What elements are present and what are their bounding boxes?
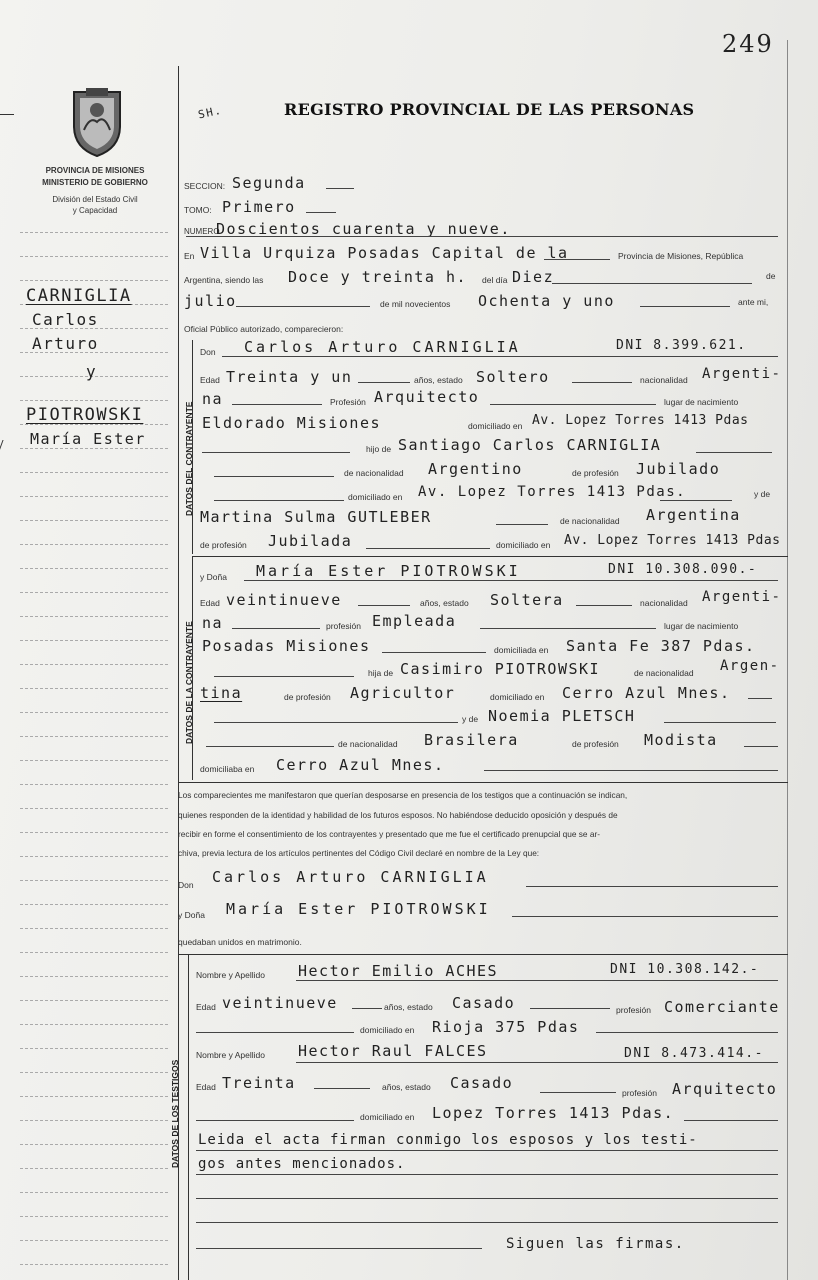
witness2-dom-line-2 bbox=[684, 1120, 778, 1121]
bride-father-line bbox=[214, 676, 354, 677]
label-hija-de: hija de bbox=[368, 668, 394, 678]
witness1-dom-line-2 bbox=[596, 1032, 778, 1033]
bride-mother: Noemia PLETSCH bbox=[488, 707, 636, 725]
body-line-4: chiva, previa lectura de los artículos pertinentes del Código Civil declaré en nombre de la Ley que: bbox=[178, 848, 540, 858]
initials: SH. bbox=[196, 103, 224, 122]
label-bride-father-prof: de profesión bbox=[284, 692, 331, 702]
label-profesion-2: profesión bbox=[326, 621, 361, 631]
label-edad-1: Edad bbox=[200, 375, 220, 385]
margin-rule bbox=[20, 1048, 168, 1049]
bride-top-line bbox=[192, 556, 788, 557]
bride-age: veintinueve bbox=[226, 591, 342, 609]
witness1-name: Hector Emilio ACHES bbox=[298, 962, 499, 980]
witness1-status: Casado bbox=[452, 994, 516, 1012]
day-value: Diez bbox=[512, 268, 555, 286]
margin-rule bbox=[20, 736, 168, 737]
margin-rule bbox=[20, 856, 168, 857]
label-dom-t1: domiciliado en bbox=[360, 1025, 415, 1035]
label-profesion-1: Profesión bbox=[330, 397, 366, 407]
province-seal-icon bbox=[66, 86, 128, 158]
margin-conjunction: y bbox=[86, 362, 98, 381]
witness2-dni: DNI 8.473.414.- bbox=[624, 1046, 764, 1061]
label-father-nat: de nacionalidad bbox=[344, 468, 404, 478]
year-value: Ochenta y uno bbox=[478, 292, 615, 310]
closing-rule-4 bbox=[196, 1222, 778, 1223]
margin-rule bbox=[20, 928, 168, 929]
province-name: PROVINCIA DE MISIONES bbox=[45, 166, 145, 175]
bride-mother-nationality: Brasilera bbox=[424, 731, 519, 749]
father-dom-line bbox=[214, 500, 344, 501]
groom-age: Treinta y un bbox=[226, 368, 353, 386]
hour-value: Doce y treinta h. bbox=[288, 268, 468, 286]
label-y-dona: y Doña bbox=[200, 572, 227, 582]
label-estado-t1: años, estado bbox=[384, 1002, 433, 1012]
groom-father: Santiago Carlos CARNIGLIA bbox=[398, 436, 662, 454]
margin-given-1b: Arturo bbox=[32, 334, 99, 353]
division-name: División del Estado Civil bbox=[52, 195, 138, 204]
margin-rule bbox=[20, 1144, 168, 1145]
year-line bbox=[640, 306, 730, 307]
tomo-value: Primero bbox=[222, 198, 296, 216]
witness2-age: Treinta bbox=[222, 1074, 296, 1092]
label-dom-1: domiciliado en bbox=[468, 421, 523, 431]
bride-nationality-2: na bbox=[202, 614, 224, 632]
label-bride-father-nat: de nacionalidad bbox=[634, 668, 694, 678]
witness1-line bbox=[296, 980, 778, 981]
groom-name: Carlos Arturo CARNIGLIA bbox=[244, 338, 521, 356]
margin-surname-1: CARNIGLIA bbox=[26, 286, 132, 306]
bride-address: Santa Fe 387 Pdas. bbox=[566, 637, 756, 655]
groom-profession: Arquitecto bbox=[374, 388, 480, 406]
label-edad-t1: Edad bbox=[196, 1002, 216, 1012]
father-line bbox=[202, 452, 350, 453]
closing-rule-2 bbox=[196, 1174, 778, 1175]
label-de: de bbox=[766, 271, 776, 281]
place-line bbox=[544, 259, 610, 260]
ministry-name: MINISTERIO DE GOBIERNO bbox=[42, 178, 148, 187]
label-y-de-2: y de bbox=[462, 714, 479, 724]
margin-given-1a: Carlos bbox=[32, 310, 99, 329]
witness1-dni: DNI 10.308.142.- bbox=[610, 962, 760, 977]
age-line-2 bbox=[358, 605, 410, 606]
label-edad-t2: Edad bbox=[196, 1082, 216, 1092]
father-nat-line bbox=[214, 476, 334, 477]
margin-rule bbox=[20, 400, 168, 401]
nat-line-2 bbox=[232, 628, 320, 629]
witness1-status-line bbox=[530, 1008, 610, 1009]
label-dom-2: domiciliada en bbox=[494, 645, 549, 655]
mother-prof-line-1 bbox=[366, 548, 490, 549]
day-line bbox=[552, 283, 752, 284]
label-estado-1: años, estado bbox=[414, 375, 463, 385]
birthplace-line-2 bbox=[382, 652, 486, 653]
label-estado-2: años, estado bbox=[420, 598, 469, 608]
groom-mother: Martina Sulma GUTLEBER bbox=[200, 508, 432, 526]
label-mother-dom-1: domiciliado en bbox=[496, 540, 551, 550]
margin-rule bbox=[20, 280, 168, 281]
label-de-mil: de mil novecientos bbox=[380, 299, 451, 309]
closing-line-2: gos antes mencionados. bbox=[198, 1156, 406, 1172]
bride-father-nationality-2: tina bbox=[200, 684, 243, 702]
page-number: 249 bbox=[722, 30, 774, 58]
closing-rule-5 bbox=[196, 1248, 482, 1249]
groom-address: Av. Lopez Torres 1413 Pdas bbox=[532, 413, 749, 428]
margin-rule bbox=[20, 712, 168, 713]
label-lugar-nac-1: lugar de nacimiento bbox=[664, 397, 739, 407]
label-nombre-1: Nombre y Apellido bbox=[196, 970, 265, 980]
margin-rule bbox=[20, 784, 168, 785]
witness2-line bbox=[296, 1062, 778, 1063]
bride-mother-profession: Modista bbox=[644, 731, 718, 749]
margin-rule bbox=[20, 904, 168, 905]
bride-mother-nat-line bbox=[206, 746, 334, 747]
margin-rule bbox=[20, 760, 168, 761]
division-name-2: y Capacidad bbox=[72, 206, 118, 215]
witness1-age: veintinueve bbox=[222, 994, 338, 1012]
body-separator bbox=[178, 782, 788, 783]
label-tomo: TOMO: bbox=[184, 205, 212, 215]
witness2-status: Casado bbox=[450, 1074, 514, 1092]
bride-dni: DNI 10.308.090.- bbox=[608, 562, 758, 577]
margin-rule bbox=[20, 592, 168, 593]
status-line-2 bbox=[576, 605, 632, 606]
right-edge-line bbox=[787, 40, 788, 1280]
bride-profession: Empleada bbox=[372, 612, 457, 630]
margin-rule bbox=[20, 520, 168, 521]
bride-father-dom-line bbox=[748, 698, 772, 699]
bride-mother-prof-line bbox=[744, 746, 778, 747]
margin-rule bbox=[20, 808, 168, 809]
final-groom-name: Carlos Arturo CARNIGLIA bbox=[212, 868, 489, 886]
label-argentina: Argentina, siendo las bbox=[184, 275, 264, 285]
label-nac-2: nacionalidad bbox=[640, 598, 688, 608]
margin-rule bbox=[20, 1096, 168, 1097]
label-dom-t2: domiciliado en bbox=[360, 1112, 415, 1122]
bride-father-profession: Agricultor bbox=[350, 684, 456, 702]
final-groom-line bbox=[526, 886, 778, 887]
body-line-1: Los comparecientes me manifestaron que querían desposarse en presencia de los testigos que a continuación se indican, bbox=[178, 790, 628, 800]
label-province: Provincia de Misiones, República bbox=[618, 251, 744, 261]
label-bride-mother-dom: domiciliaba en bbox=[200, 764, 255, 774]
label-don: Don bbox=[200, 347, 216, 357]
bride-mother-dom-line bbox=[484, 770, 778, 771]
section-label-contrayente-f: DATOS DE LA CONTRAYENTE bbox=[184, 621, 194, 744]
margin-rule bbox=[20, 1024, 168, 1025]
witness2-age-line bbox=[314, 1088, 370, 1089]
final-bride-line bbox=[512, 916, 778, 917]
numero-value: Doscientos cuarenta y nueve. bbox=[216, 220, 511, 238]
seccion-value: Segunda bbox=[232, 174, 306, 192]
margin-mark bbox=[0, 114, 14, 115]
margin-rule bbox=[20, 616, 168, 617]
label-numero: NUMERO bbox=[184, 227, 220, 236]
groom-nationality: Argenti- bbox=[702, 366, 782, 382]
label-edad-2: Edad bbox=[200, 598, 220, 608]
margin-rule bbox=[20, 1168, 168, 1169]
mother-line-1 bbox=[496, 524, 548, 525]
margin-rule bbox=[20, 952, 168, 953]
bride-line bbox=[244, 580, 778, 581]
margin-rule bbox=[20, 880, 168, 881]
margin-rule bbox=[20, 1216, 168, 1217]
label-mother-nat-1: de nacionalidad bbox=[560, 516, 620, 526]
groom-nationality-2: na bbox=[202, 390, 224, 408]
body-line-2: quienes responden de la identidad y habilidad de los futuros esposos. No habiéndose deducido oposición y después de bbox=[178, 810, 618, 820]
margin-rule bbox=[20, 832, 168, 833]
label-estado-t2: años, estado bbox=[382, 1082, 431, 1092]
groom-mother-profession: Jubilada bbox=[268, 532, 353, 550]
margin-rule bbox=[20, 640, 168, 641]
witness1-profession: Comerciante bbox=[664, 998, 780, 1016]
label-y-de-1: y de bbox=[754, 489, 771, 499]
bride-birthplace: Posadas Misiones bbox=[202, 637, 371, 655]
groom-father-address: Av. Lopez Torres 1413 Pdas. bbox=[418, 484, 687, 500]
groom-dni: DNI 8.399.621. bbox=[616, 338, 747, 353]
bride-name: María Ester PIOTROWSKI bbox=[256, 562, 521, 580]
groom-mother-nationality: Argentina bbox=[646, 506, 741, 524]
label-final-don: Don bbox=[178, 880, 194, 890]
margin-given-2: María Ester bbox=[30, 430, 146, 448]
margin-rule bbox=[20, 568, 168, 569]
label-lugar-nac-2: lugar de nacimiento bbox=[664, 621, 739, 631]
label-quedaban: quedaban unidos en matrimonio. bbox=[178, 937, 302, 947]
bride-mother-line bbox=[214, 722, 458, 723]
margin-rule bbox=[20, 256, 168, 257]
label-hijo-de: hijo de bbox=[366, 444, 392, 454]
label-en: En bbox=[184, 251, 195, 261]
witness2-profession: Arquitecto bbox=[672, 1080, 778, 1098]
month-line bbox=[236, 306, 370, 307]
groom-line bbox=[222, 356, 778, 357]
bride-father-nationality: Argen- bbox=[720, 658, 780, 674]
closing-rule-3 bbox=[196, 1198, 778, 1199]
label-profesion-t1: profesión bbox=[616, 1005, 651, 1015]
seccion-line bbox=[326, 188, 354, 189]
label-mother-prof-1: de profesión bbox=[200, 540, 247, 550]
margin-rule bbox=[20, 232, 168, 233]
body-line-3: recibir en forme el consentimiento de los contrayentes y presentado que me fue el certificado prenupcial que se ar- bbox=[178, 829, 600, 839]
margin-surname-2: PIOTROWSKI bbox=[26, 405, 144, 425]
label-nac-1: nacionalidad bbox=[640, 375, 688, 385]
label-father-prof: de profesión bbox=[572, 468, 619, 478]
witness1-age-line bbox=[352, 1008, 382, 1009]
closing-rule-1 bbox=[196, 1150, 778, 1151]
witness1-dom-line bbox=[196, 1032, 354, 1033]
age-line-1 bbox=[358, 382, 410, 383]
tomo-line bbox=[306, 212, 336, 213]
label-bride-mother-nat: de nacionalidad bbox=[338, 739, 398, 749]
margin-mark-2 bbox=[0, 440, 15, 454]
margin-rule bbox=[20, 544, 168, 545]
label-bride-mother-prof: de profesión bbox=[572, 739, 619, 749]
witness2-status-line bbox=[540, 1092, 616, 1093]
prof-line-1 bbox=[490, 404, 656, 405]
label-profesion-t2: profesión bbox=[622, 1088, 657, 1098]
bride-mother-address: Cerro Azul Mnes. bbox=[276, 756, 445, 774]
margin-rule bbox=[20, 472, 168, 473]
groom-birthplace: Eldorado Misiones bbox=[202, 414, 382, 432]
bride-nationality: Argenti- bbox=[702, 589, 782, 605]
margin-rule bbox=[20, 1072, 168, 1073]
margin-rule bbox=[20, 1264, 168, 1265]
groom-status: Soltero bbox=[476, 368, 550, 386]
label-nombre-2: Nombre y Apellido bbox=[196, 1050, 265, 1060]
witness-bracket bbox=[188, 954, 189, 1280]
signatures-follow: Siguen las firmas. bbox=[506, 1236, 685, 1252]
groom-mother-address: Av. Lopez Torres 1413 Pdas bbox=[564, 533, 781, 548]
bride-father: Casimiro PIOTROWSKI bbox=[400, 660, 601, 678]
final-bride-name: María Ester PIOTROWSKI bbox=[226, 900, 491, 918]
label-oficial: Oficial Público autorizado, comparecieron: bbox=[184, 324, 344, 334]
status-line-1 bbox=[572, 382, 632, 383]
witness1-address: Rioja 375 Pdas bbox=[432, 1018, 580, 1036]
margin-rule bbox=[20, 448, 168, 449]
father-line-2 bbox=[696, 452, 772, 453]
label-bride-father-dom: domiciliado en bbox=[490, 692, 545, 702]
label-del-dia: del día bbox=[482, 275, 508, 285]
witness-top-line bbox=[178, 954, 788, 955]
nat-line-1 bbox=[232, 404, 322, 405]
bride-status: Soltera bbox=[490, 591, 564, 609]
margin-rule bbox=[20, 688, 168, 689]
groom-father-profession: Jubilado bbox=[636, 460, 721, 478]
witness2-address: Lopez Torres 1413 Pdas. bbox=[432, 1104, 675, 1122]
bride-mother-line-2 bbox=[664, 722, 776, 723]
page-title: REGISTRO PROVINCIAL DE LAS PERSONAS bbox=[284, 100, 695, 119]
closing-line-1: Leida el acta firman conmigo los esposos y los testi- bbox=[198, 1132, 698, 1148]
margin-rule bbox=[20, 1120, 168, 1121]
margin-rule bbox=[20, 1192, 168, 1193]
label-father-dom: domiciliado en bbox=[348, 492, 403, 502]
witness2-dom-line bbox=[196, 1120, 354, 1121]
place-value: Villa Urquiza Posadas Capital de la bbox=[200, 244, 569, 262]
month-value: julio bbox=[184, 292, 237, 310]
label-final-dona: y Doña bbox=[178, 910, 205, 920]
witness2-name: Hector Raul FALCES bbox=[298, 1042, 488, 1060]
label-ante-mi: ante mi, bbox=[738, 297, 769, 307]
bride-father-address: Cerro Azul Mnes. bbox=[562, 684, 731, 702]
margin-rule bbox=[20, 1240, 168, 1241]
section-label-testigos: DATOS DE LOS TESTIGOS bbox=[170, 1059, 180, 1168]
margin-rule bbox=[20, 496, 168, 497]
margin-rule bbox=[20, 1000, 168, 1001]
prof-line-2 bbox=[480, 628, 656, 629]
groom-father-nationality: Argentino bbox=[428, 460, 523, 478]
margin-rule bbox=[20, 976, 168, 977]
margin-rule bbox=[20, 664, 168, 665]
section-label-contrayente: DATOS DEL CONTRAYENTE bbox=[184, 401, 194, 516]
label-seccion: SECCION: bbox=[184, 181, 226, 191]
numero-line bbox=[186, 236, 778, 237]
father-dom-line-2 bbox=[660, 500, 732, 501]
